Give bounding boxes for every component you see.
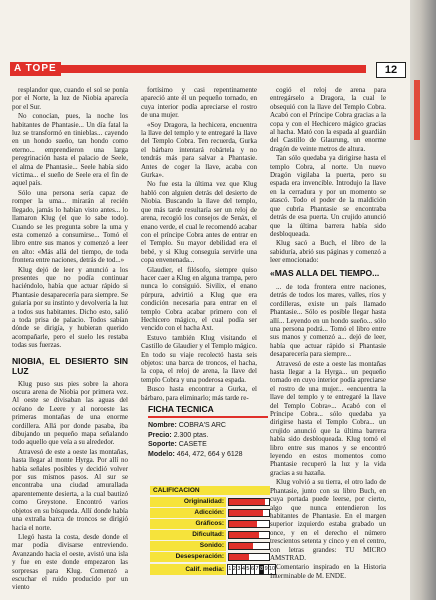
rating-bar: [228, 520, 270, 528]
rating-bar-fill: [229, 499, 265, 505]
sheet-label: Nombre:: [148, 422, 177, 429]
rating-scale-cell: 9: [263, 564, 269, 575]
sheet-value: 464, 472, 664 y 6128: [176, 450, 243, 458]
rating-row: [150, 508, 270, 518]
paragraph: Klug sacó a Buch, el libro de la sabiduría, abrió sus páginas y comenzó a leer emocionado:: [270, 239, 386, 265]
paragraph: Comentario inspirado en la Historia Interminable de M. ENDE.: [270, 563, 386, 580]
rating-bar: [228, 542, 270, 550]
sheet-label: Modelo:: [148, 450, 175, 458]
paragraph: Klug volvió a su tierra, el otro lado de Phantasie, junto con su libro Buch, en cuya portada puede leerse, por cierto, algo que nunca entendieron los habitantes de Phantasie. En el margen superior izquierdo estaba grabado un once, y en el derecho el número trescientos setenta y cinco y en el centro, con letras grandes: TU MICRO AMSTRAD.: [270, 478, 386, 562]
paragraph: ... de toda frontera entre naciones, detrás de todos los mares, valles, ríos y cordilleras, existe un país llamado Phantasie... Sólo es posible llegar hasta allí... Leyendo en un hondo sueño... sólo una persona podrá... Tomó el libro entre sus manos y comenzó a... dejó de leer, había que actuar rápido si Phantasie desaparecería para siempre...: [270, 282, 386, 359]
edge-color-stripe: [414, 80, 420, 140]
rating-bar-fill: [229, 521, 257, 527]
paragraph: fortísimo y casi repentinamente apareció ante él un pequeño tornado, en cuya interior podía apreciarse el rostro de una mujer.: [141, 86, 257, 120]
rating-label: Sonido:: [150, 541, 226, 551]
rating-title: CALIFICACION: [150, 486, 270, 495]
paragraph: Sólo una persona sería capaz de romper la uma... mirarán al recién llegado, jamás lo habían visto antes... lo llamaron Klug (el que lo sabe todo). Cuando se les pregunta sobre la uma y esta comenzó a consumirse... Tomó el libro entre sus manos y comenzó a leer en alto: «Más allá del tiempo, de toda frontera entre naciones, detrás de tod...»: [12, 188, 128, 265]
pull-quote: «MAS ALLA DEL TIEMPO...: [270, 267, 380, 278]
rating-bar: [228, 509, 270, 517]
rating-scale-cell: 6: [250, 564, 256, 575]
sheet-label: Precio:: [148, 431, 172, 439]
rating-rows: [150, 497, 270, 562]
sheet-value: 2.300 ptas.: [173, 431, 209, 439]
paragraph: Atravesó de este a oeste las montañas, hasta llegar al monte Hyrga. Por allí no había señales posibles y decidió volver por sus mismos pasos. Al sur se encontraba una ciudad amurallada aparentemente desierta, a la cual bautizó como Greystone. Encontró varios objetos en su búsqueda. Allí donde había una extraña barca de troncos se dirigió hacia el norte.: [12, 447, 128, 532]
paragraph: «Soy Dragora, la hechicera, encuentra la llave del templo y te entregaré la llave del Templo Cobra. Ten recuerda, Gurka el bárbaro intentará robártela y no tendrás más para salvar a Phantasie. Antes de coger la llave, acaba con Gurka».: [141, 120, 257, 180]
paragraph: Glaudier, el filósofo, siempre quiso hacer caer a Klug en alguna trampa, pero nunca lo consiguió. Sivilix, el enano púrpura, advirtió a Klug que era condición necesaria para entrar en el templo Cobra acabar primero con el Hechicero mágico, el cual podía ser vencido con el hacha Axt.: [141, 265, 257, 333]
paragraph: Estuvo también Klug visitando el Castillo de Glaudier y el Templo mágico. En todo su viaje recolectó hasta seis objetos: una barca de troncos, el hacha, la copa, el reloj de arena, la llave del templo Cobra y una poderosa espada.: [141, 333, 257, 384]
section-logo: A TOPE: [10, 62, 61, 76]
rating-scale-cell: 8: [259, 564, 265, 575]
rating-row: [150, 530, 270, 540]
rating-label: Desesperación:: [150, 552, 226, 562]
rating-bar-fill: [229, 532, 259, 538]
rating-label: Gráficos:: [150, 519, 226, 529]
rating-bar: [228, 553, 270, 561]
paragraph: cogió el reloj de arena para entregárselo a Dragora, la cual le obsequió con la llave del Templo Cobra. Acabó con el Príncipe Cobra gracias a la copa y con el Hechicero mágico gracias al hacha. Mató con la espada al guardián del Castillo de Glaurung, un enorme dragón de veinte metros de altura.: [270, 86, 386, 153]
technical-sheet: [148, 404, 268, 459]
sheet-value: COBRA'S ARC: [178, 422, 226, 429]
paragraph: No fue esta la última vez que Klug habló con alguien detrás del desierto de Niobia. Buscando la llave del templo, que más tarde resultaría ser un reloj de arena, recogió los consejos de Senáx, el enano verde, el cual le recomendó acabar con el príncipe Cobra antes de entrar en el Templo. Su mayor debilidad era el bebé, y si Klug conseguía servirle una copa envenenada...: [141, 180, 257, 265]
sheet-value: CASETE: [178, 441, 207, 448]
section-heading: NIOBIA, EL DESIERTO SIN LUZ: [12, 355, 128, 376]
header-rule: [10, 65, 366, 73]
rating-scale-cell: 5: [245, 564, 251, 575]
rating-box: [150, 486, 276, 575]
rating-scale-cell: 1: [227, 564, 233, 575]
technical-sheet-title: FICHA TECNICA: [148, 404, 268, 418]
rating-bar: [228, 531, 270, 539]
paragraph: Klug puso sus pies sobre la ahora oscura arena de Niobia por primera vez. Al oeste se divisaban las aguas del océano de Leere y al noroeste las primeras montañas de una enorme cordillera. Allá por donde pasaba, iba dibujando un pequeño mapa señalando todo aquello que veía a su alrededor.: [12, 379, 128, 447]
sheet-label: Soporte:: [148, 441, 177, 448]
rating-bar-fill: [229, 543, 253, 549]
rating-average-label: Calif. media:: [150, 564, 226, 575]
next-page-edge: [410, 0, 436, 600]
rating-bar-fill: [229, 554, 249, 560]
rating-average-row: [150, 564, 276, 575]
sheet-row-model: [148, 450, 268, 460]
paragraph: Busco hasta encontrar a Gurka, el bárbaro, para eliminarlo; más tarde re-: [141, 385, 257, 402]
rating-row: [150, 519, 270, 529]
paragraph: Tan sólo quedaba ya dirigirse hasta el templo Cobra, al norte. Un nuevo Dragón vigilaba la puerta, pero su espada era invencible. Introdujo la llave en la cerradura y por un momento se atascó. Todo el poder de la maldición que cubría Phantasie se encontraba detrás de esa puerta. Un crujido anunció que la última barrera había sido desbloqueada.: [270, 154, 386, 238]
paragraph: No conocían, pues, la noche los habitantes de Phantasie... Un día fatal la luz se transformó en tinieblas... cayendo en un hondo sueño, tan hondo como eterno... emprendieron una larga peregrinación hasta el palacio de Seele, el alma de Phantasie... Seele había sido víctima... el sueño de Seele era el fin de aquel país.: [12, 112, 128, 188]
rating-label: Adicción:: [150, 508, 226, 518]
rating-scale-cell: 7: [254, 564, 260, 575]
article-column-2: [141, 86, 257, 403]
paragraph: Llegó hasta la costa, desde donde el mar podía divisarse entreviendo. Avanzando hacia el oeste, avistó una isla y fue en este donde empezaron las sorpresas para Klug. Comenzó a escuchar el ruido producido por un viento: [12, 532, 128, 592]
rating-row: [150, 541, 270, 551]
paragraph: Klug dejó de leer y anunció a los presentes que no podía continuar haciéndolo, había que actuar rápido si Phantasie desaparecería para siempre. Se guiaría por su instinto y devolvería la luz a todos sus habitantes. Dicho esto, salió a toda prisa de palacio. Todos sabían dónde se dirigía, y hubieran querido acompañarle, pero el suelo les restaba todas sus fuerzas.: [12, 265, 128, 350]
article-column-3: [270, 86, 386, 581]
rating-scale-cell: 4: [241, 564, 247, 575]
rating-scale-cell: 10: [268, 564, 276, 575]
rating-bar-fill: [229, 510, 263, 516]
rating-scale: [228, 564, 276, 575]
paragraph: Atravesó de este a oeste las montañas hasta llegar a la Hyrga... un pequeño tornado en cuyo interior podía apreciarse el rostro de una mujer... «encuentra la llave del templo y te entregaré la llave del Templo Cobra»... Acabó con el Príncipe Cobra... sólo quedaba ya dirigirse hasta el Templo Cobra... un crujido anunció que la última barrera había sido desbloqueada. Klug tomó el libro entre sus manos y se encontró leyendo en estos momentos como Phantasie recuperó la luz y la vida gracias a su hazaña.: [270, 359, 386, 477]
rating-row: [150, 497, 270, 507]
page-header: [10, 62, 402, 76]
sheet-row-price: [148, 431, 268, 441]
rating-scale-cell: 3: [236, 564, 242, 575]
sheet-row-support: [148, 440, 268, 450]
page-number: 12: [376, 62, 406, 78]
rating-bar: [228, 498, 270, 506]
rating-scale-cell: 2: [232, 564, 238, 575]
paragraph: resplandor que, cuando el sol se ponía por el Norte, la luz de Niobia aparecía por el Sur.: [12, 86, 128, 111]
sheet-row-name: [148, 421, 268, 431]
rating-row: [150, 552, 270, 562]
rating-label: Originalidad:: [150, 497, 226, 507]
rating-label: Dificultad:: [150, 530, 226, 540]
article-column-1: [12, 86, 128, 593]
